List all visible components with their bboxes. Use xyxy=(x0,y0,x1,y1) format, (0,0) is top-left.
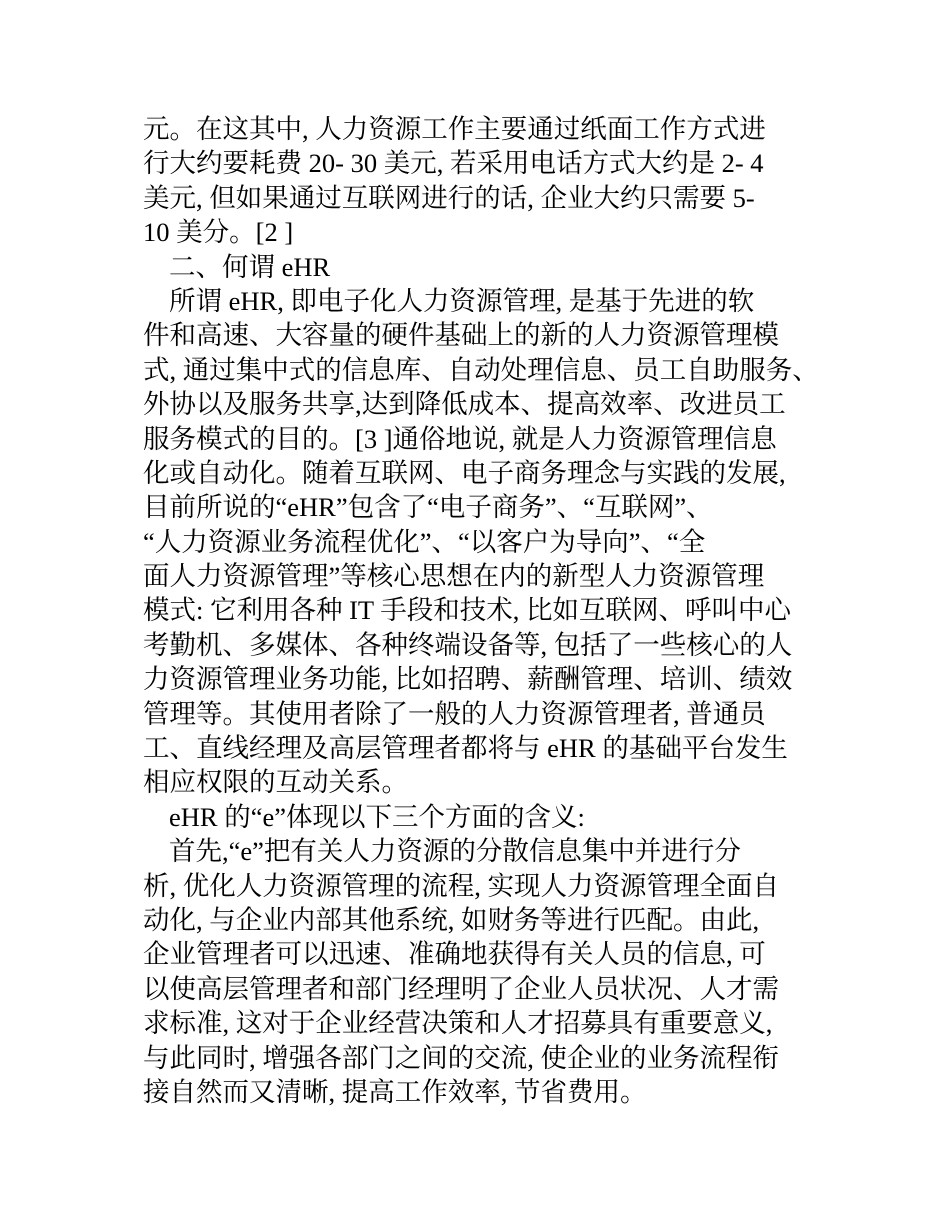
text-line: 件和高速、大容量的硬件基础上的新的人力资源管理模 xyxy=(143,320,779,351)
text-line: 所谓 eHR, 即电子化人力资源管理, 是基于先进的软 xyxy=(169,285,755,316)
text-line: 服务模式的目的。[3 ]通俗地说, 就是人力资源管理信息 xyxy=(143,423,777,454)
text-line: 首先,“e”把有关人力资源的分散信息集中并进行分 xyxy=(169,836,741,867)
text-line: 以使高层管理者和部门经理明了企业人员状况、人才需 xyxy=(143,973,779,1004)
text-line: 面人力资源管理”等核心思想在内的新型人力资源管理 xyxy=(143,561,765,592)
text-line: “人力资源业务流程优化”、“以客户为导向”、“全 xyxy=(143,526,706,557)
text-line: 10 美分。[2 ] xyxy=(143,217,294,248)
text-line: 工、直线经理及高层管理者都将与 eHR 的基础平台发生 xyxy=(143,733,788,764)
text-line: eHR 的“e”体现以下三个方面的含义: xyxy=(169,801,585,832)
text-line: 接自然而又清晰, 提高工作效率, 节省费用。 xyxy=(143,1076,647,1107)
text-line: 目前所说的“eHR”包含了“电子商务”、“互联网”、 xyxy=(143,492,713,523)
text-line: 相应权限的互动关系。 xyxy=(143,767,408,798)
text-line: 动化, 与企业内部其他系统, 如财务等进行匹配。由此, xyxy=(143,904,760,935)
text-line: 力资源管理业务功能, 比如招聘、薪酬管理、培训、绩效 xyxy=(143,664,793,695)
text-line: 析, 优化人力资源管理的流程, 实现人力资源管理全面自 xyxy=(143,870,779,901)
text-line: 行大约要耗费 20- 30 美元, 若采用电话方式大约是 2- 4 xyxy=(143,148,764,179)
text-line: 考勤机、多媒体、各种终端设备等, 包括了一些核心的人 xyxy=(143,629,793,660)
body-text xyxy=(143,112,823,1109)
text-line: 求标准, 这对于企业经营决策和人才招募具有重要意义, xyxy=(143,1008,773,1039)
text-line: 企业管理者可以迅速、准确地获得有关人员的信息, 可 xyxy=(143,939,766,970)
text-line: 外协以及服务共享,达到降低成本、提高效率、改进员工 xyxy=(143,389,786,420)
text-line: 美元, 但如果通过互联网进行的话, 企业大约只需要 5- xyxy=(143,182,755,213)
text-line: 与此同时, 增强各部门之间的交流, 使企业的业务流程衔 xyxy=(143,1042,779,1073)
text-line: 元。在这其中, 人力资源工作主要通过纸面工作方式进 xyxy=(143,114,766,144)
text-line: 模式: 它利用各种 IT 手段和技术, 比如互联网、呼叫中心 xyxy=(143,595,792,626)
text-line: 二、何谓 eHR xyxy=(169,251,331,282)
text-line: 式, 通过集中式的信息库、自动处理信息、员工自助服务、 xyxy=(143,354,819,385)
text-line: 化或自动化。随着互联网、电子商务理念与实践的发展, xyxy=(143,457,786,488)
text-line: 管理等。其使用者除了一般的人力资源管理者, 普通员 xyxy=(143,698,766,729)
